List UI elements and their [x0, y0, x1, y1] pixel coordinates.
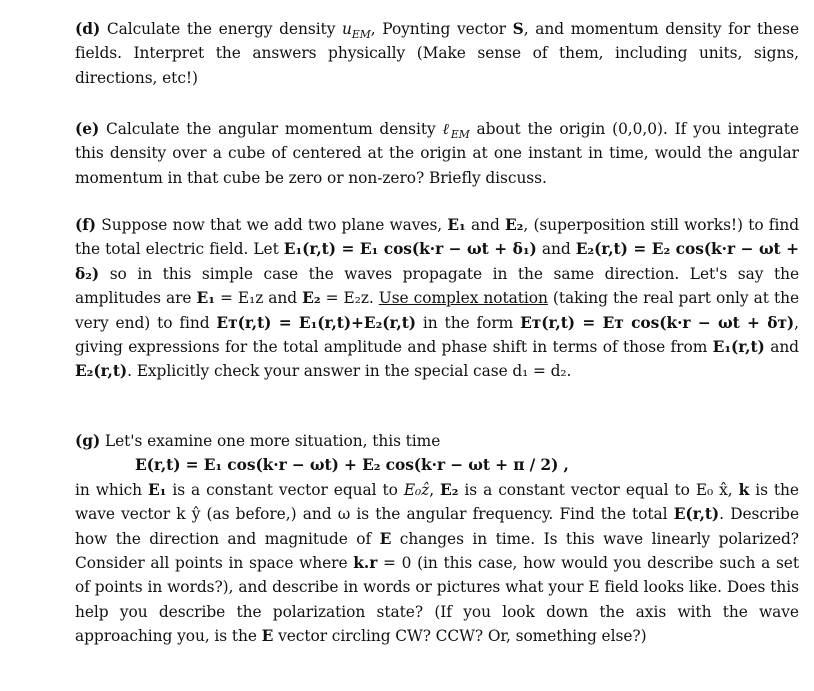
equation-e2: E₂(r,t) = E₂ cos(k·r − ωt + δ₂): [75, 240, 799, 283]
part-g-text-8: changes in time. Is this wave linearly polarized? Consider all points in space where: [75, 529, 800, 573]
amplitude-2-label: E₂: [302, 289, 321, 308]
part-f-E1rt: E₁(r,t): [712, 338, 765, 357]
part-d-label: (d): [75, 20, 101, 38]
part-g-paragraph: [75, 429, 799, 649]
part-f-text-7: . Explicitly check your answer in the special case d₁ = d₂.: [127, 362, 572, 381]
part-g-E-vector: E: [261, 627, 274, 646]
part-g-text-4: ,: [429, 480, 441, 499]
part-f-and-2: and: [536, 240, 576, 259]
part-g-text-5: is a constant vector equal to E₀ x̂,: [458, 480, 733, 499]
part-d-text-3: , and momentum density for these fields. Interpret the answers physically (Make sense of them, including units, signs, directions, etc!): [75, 20, 799, 87]
part-f-label: (f): [75, 216, 97, 234]
amplitude-1-text: = E₁z and: [214, 289, 303, 308]
angular-momentum-symbol: ℓ: [442, 120, 451, 138]
energy-density-symbol: u: [342, 20, 352, 38]
equation-g: E(r,t) = E₁ cos(k·r − ωt) + E₂ cos(k·r − ωt + π / 2) ,: [135, 456, 569, 475]
part-f-and-1: and: [465, 216, 505, 234]
part-g-text-9: = 0 (in this case, how would you describe such a set of points in words?), and describe in words or pictures what your E field looks like. Does this help you describe the polarization state? (If you look down the axis with the wave approaching you, is the: [75, 554, 799, 646]
part-f-text-3: so in this simple case the waves propagate in the same direction. Let's say the amplitudes are: [75, 264, 799, 308]
part-d-text-2: , Poynting vector: [370, 20, 513, 38]
complex-notation-underline: Use complex notation: [378, 289, 548, 308]
part-f-text-6: , giving expressions for the total amplitude and phase shift in terms of those from: [75, 313, 800, 357]
part-g-text-1: Let's examine one more situation, this time: [100, 432, 441, 450]
poynting-symbol: S: [512, 20, 524, 38]
wave-vector-symbol: k: [738, 480, 750, 499]
part-f-E2rt: E₂(r,t): [75, 362, 128, 381]
part-g-text-7: . Describe how the direction and magnitude of: [75, 505, 800, 548]
part-g-text-3: is a constant vector equal to: [166, 480, 404, 499]
part-g-E1: E₁: [147, 480, 167, 499]
part-e-paragraph: [75, 117, 799, 190]
part-f-E2: E₂: [505, 216, 524, 234]
part-f-text-2: , (superposition still works!) to find the total electric field. Let: [75, 216, 799, 259]
part-g-text-2: in which: [75, 480, 148, 499]
amplitude-1-label: E₁: [196, 289, 215, 308]
total-field-expression: Eт(r,t) = E₁(r,t)+E₂(r,t): [216, 313, 417, 332]
part-f-and-3: and: [764, 338, 799, 357]
energy-density-subscript: EM: [351, 28, 371, 42]
amplitude-2-text: = E₂z.: [320, 289, 379, 308]
part-f-text-4: (taking the real part only at the very end) to find: [75, 289, 800, 332]
part-d-paragraph: [75, 17, 799, 90]
part-f-text-1: Suppose now that we add two plane waves,: [96, 216, 448, 234]
part-f-text-5: in the form: [416, 313, 521, 332]
part-f-E1: E₁: [447, 216, 466, 234]
part-g-text-6: is the wave vector k ŷ (as before,) and ω is the angular frequency. Find the total: [75, 480, 799, 524]
part-e-text-1: Calculate the angular momentum density: [99, 120, 443, 138]
angular-momentum-subscript: EM: [450, 128, 470, 142]
E0z-vector: E₀ẑ: [403, 480, 430, 499]
part-g-Ert: E(r,t): [673, 505, 720, 524]
part-f-paragraph: [75, 213, 799, 384]
part-e-label: (e): [75, 120, 100, 138]
equation-e1: E₁(r,t) = E₁ cos(k·r − ωt + δ₁): [283, 240, 537, 259]
part-g-E-bold: E: [379, 529, 392, 548]
part-g-text-10: vector circling CW? CCW? Or, something else?): [273, 627, 647, 646]
part-e-text-2: about the origin (0,0,0). If you integrate this density over a cube of centered at the origin at one instant in time, would the angular momentum in that cube be zero or non-zero? Briefly discuss.: [75, 120, 799, 187]
part-g-E2: E₂: [440, 480, 459, 499]
equation-total: Eт(r,t) = Eт cos(k·r − ωt + δт): [520, 313, 795, 332]
part-d-text-1: Calculate the energy density: [100, 20, 343, 38]
part-g-kr: k.r: [353, 554, 378, 573]
part-g-label: (g): [75, 432, 101, 450]
